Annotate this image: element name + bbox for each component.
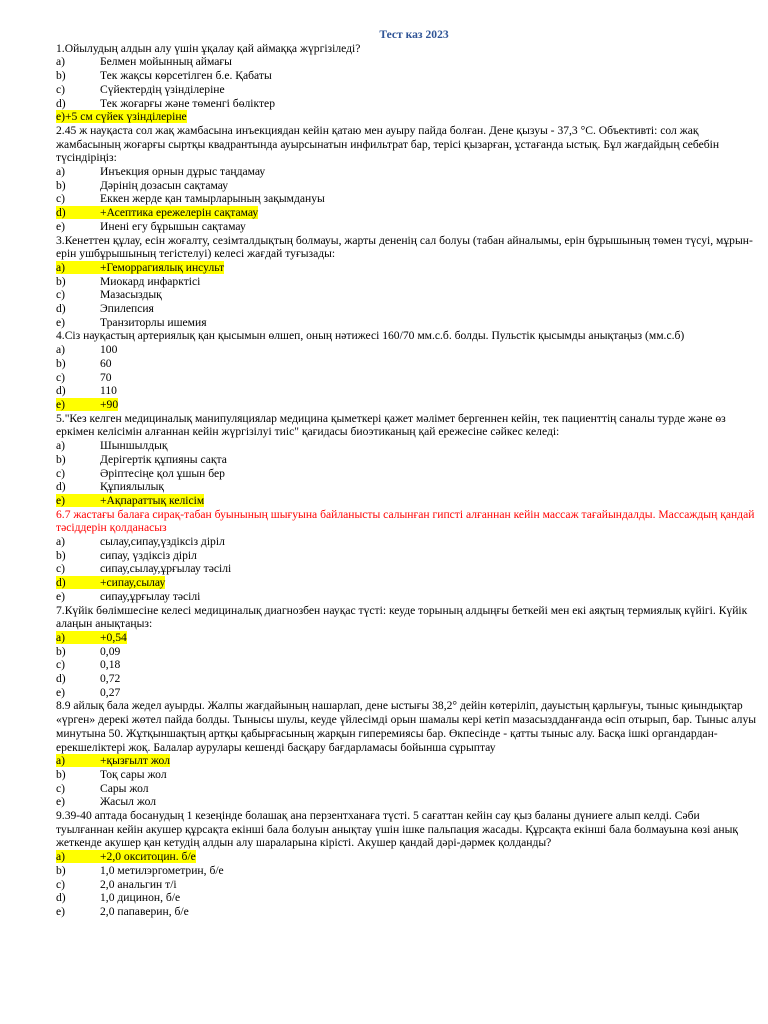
question-block xyxy=(56,699,758,809)
answer-option xyxy=(56,384,758,398)
option-letter: e) xyxy=(56,493,66,507)
option-wrap xyxy=(56,658,120,671)
option-wrap xyxy=(56,686,120,699)
option-wrap xyxy=(56,672,120,685)
option-text: +Ақпараттық келісім xyxy=(100,493,205,507)
option-wrap xyxy=(56,645,120,658)
option-text: Сары жол xyxy=(100,781,149,795)
answer-option xyxy=(56,658,758,672)
option-wrap xyxy=(56,384,117,397)
option-letter: d) xyxy=(56,672,66,686)
answer-option xyxy=(56,549,758,563)
option-text: Тоқ сары жол xyxy=(100,767,167,781)
answer-option-correct xyxy=(56,398,758,412)
option-wrap xyxy=(56,576,165,589)
option-wrap xyxy=(56,165,265,178)
option-letter: b) xyxy=(56,274,66,288)
option-letter: b) xyxy=(56,644,66,658)
option-letter: c) xyxy=(56,658,66,672)
option-wrap xyxy=(56,398,118,411)
option-letter: a) xyxy=(56,535,66,549)
option-wrap xyxy=(56,768,167,781)
option-letter: c) xyxy=(56,288,66,302)
answer-option xyxy=(56,55,758,69)
option-letter: b) xyxy=(56,863,66,877)
option-wrap xyxy=(56,357,112,370)
answer-option-correct xyxy=(56,206,758,220)
option-text: сипау,ұрғылау тәсілі xyxy=(100,589,201,603)
option-text: Миокард инфарктісі xyxy=(100,274,201,288)
option-letter: a) xyxy=(56,754,66,768)
answer-option xyxy=(56,83,758,97)
option-wrap xyxy=(56,220,246,233)
option-wrap xyxy=(56,850,196,863)
question-block xyxy=(56,234,758,330)
answer-option xyxy=(56,192,758,206)
question-block xyxy=(56,42,758,124)
answer-option-correct xyxy=(56,576,758,590)
option-text: 0,27 xyxy=(100,685,121,699)
option-text: 110 xyxy=(100,384,117,398)
option-text: 100 xyxy=(100,343,118,357)
option-letter: d) xyxy=(56,480,66,494)
answer-option xyxy=(56,165,758,179)
option-wrap xyxy=(56,480,164,493)
option-letter: c) xyxy=(56,781,66,795)
option-text: +90 xyxy=(100,397,119,411)
option-wrap xyxy=(56,97,275,110)
option-text: Транзиторлы ишемия xyxy=(100,315,207,329)
option-letter: c) xyxy=(56,877,66,891)
question-block xyxy=(56,604,758,700)
answer-option xyxy=(56,220,758,234)
option-text: сылау,сипау,үздіксіз діріл xyxy=(100,535,225,549)
option-letter: a) xyxy=(56,55,66,69)
question-block xyxy=(56,124,758,234)
answer-option xyxy=(56,316,758,330)
option-wrap xyxy=(56,261,224,274)
answer-option xyxy=(56,371,758,385)
option-text: 0,09 xyxy=(100,644,121,658)
question-text: 9.39-40 аптада босанудың 1 кезеңінде болашақ ана перзентханаға түсті. 5 сағаттан кейін сау қыз баланы дүниеге алып келді. Сәби туылғаннан кейін акушер құрсақта екінші бала болуын анықтау үшін ішке пальпация жасады. Құрсақта екінші бала болмауына көзі анық жеткенде акушер қан кетудің алдын алу шараларына кірісті. Акушер қандай дәрі-дәрмек қолданды? xyxy=(56,809,738,850)
option-wrap xyxy=(56,494,204,507)
option-wrap xyxy=(56,782,149,795)
option-letter: d) xyxy=(56,891,66,905)
option-text: 1,0 метилэргометрин, б/е xyxy=(100,863,224,877)
option-letter: a) xyxy=(56,343,66,357)
option-letter: c) xyxy=(56,466,66,480)
option-text: +2,0 окситоцин. б/е xyxy=(100,850,196,864)
option-text: Тек жақсы көрсетілген б.е. Қабаты xyxy=(100,69,272,83)
question-text: 2.45 ж науқаста сол жақ жамбасына инъекциядан кейін қатаю мен ауыру пайда болған. Дене қызуы - 37,3 °С. Объективті: сол жақ жамбасының жоғарғы сыртқы квадрантында ауырсынатын инфильтрат бар, терісі қызарған, ұстағанда ыстық. Бұл жағдайдың себебін түсіндіріңіз: xyxy=(56,123,720,165)
option-wrap xyxy=(56,864,224,877)
answer-option xyxy=(56,795,758,809)
option-text: 0,18 xyxy=(100,658,121,672)
option-wrap xyxy=(56,316,207,329)
answer-option xyxy=(56,590,758,604)
answer-option xyxy=(56,439,758,453)
option-letter: a) xyxy=(56,165,66,179)
answer-option xyxy=(56,864,758,878)
option-letter: c) xyxy=(56,192,66,206)
option-wrap xyxy=(56,905,189,918)
question-block xyxy=(56,508,758,604)
option-letter: c) xyxy=(56,82,66,96)
answer-option xyxy=(56,905,758,919)
answer-option xyxy=(56,302,758,316)
answer-option xyxy=(56,343,758,357)
option-wrap xyxy=(56,55,232,68)
option-text: Эпилепсия xyxy=(100,302,154,316)
option-text: Инені егу бұрышын сақтамау xyxy=(100,219,246,233)
option-text: Жасыл жол xyxy=(100,795,157,809)
option-letter: d) xyxy=(56,384,66,398)
question-text: 1.Ойылудың алдын алу үшін ұқалау қай аймаққа жүргізіледі? xyxy=(56,41,361,55)
option-text: +0,54 xyxy=(100,630,127,644)
option-letter: d) xyxy=(56,302,66,316)
option-text: +Асептика ережелерін сақтамау xyxy=(100,206,259,220)
option-letter: b) xyxy=(56,178,66,192)
option-text: +сипау,сылау xyxy=(100,576,166,590)
option-wrap xyxy=(56,590,200,603)
option-letter: e) xyxy=(56,315,66,329)
answer-option-correct xyxy=(56,631,758,645)
option-letter: e) xyxy=(56,589,66,603)
answer-option-correct xyxy=(56,754,758,768)
option-letter: b) xyxy=(56,548,66,562)
answer-option-correct xyxy=(56,261,758,275)
answer-option xyxy=(56,672,758,686)
option-wrap xyxy=(56,179,228,192)
option-wrap xyxy=(56,631,127,644)
answer-option xyxy=(56,562,758,576)
question-list xyxy=(56,42,758,919)
option-letter: b) xyxy=(56,69,66,83)
option-wrap xyxy=(56,83,225,96)
option-wrap xyxy=(56,754,170,767)
option-wrap xyxy=(56,549,197,562)
option-wrap xyxy=(56,795,156,808)
answer-option xyxy=(56,69,758,83)
option-letter: e) xyxy=(56,397,66,411)
option-text: +қызғылт жол xyxy=(100,754,170,768)
option-letter: a) xyxy=(56,850,66,864)
answer-option xyxy=(56,275,758,289)
option-text: 60 xyxy=(100,356,112,370)
option-text: Дәрінің дозасын сақтамау xyxy=(100,178,229,192)
answer-option-correct xyxy=(56,850,758,864)
option-text: Шыншылдық xyxy=(100,439,168,453)
answer-option xyxy=(56,891,758,905)
answer-option xyxy=(56,357,758,371)
option-wrap xyxy=(56,275,200,288)
option-letter: c) xyxy=(56,562,66,576)
question-block xyxy=(56,412,758,508)
answer-option xyxy=(56,97,758,111)
option-text: сипау, үздіксіз діріл xyxy=(100,548,197,562)
option-text: 2,0 анальгин т/і xyxy=(100,877,177,891)
answer-option xyxy=(56,686,758,700)
option-text: Әріптесіңе қол ұшын бер xyxy=(100,466,225,480)
question-block xyxy=(56,329,758,411)
option-wrap xyxy=(56,562,231,575)
option-wrap xyxy=(56,891,180,904)
answer-option xyxy=(56,768,758,782)
option-letter: e) xyxy=(56,685,66,699)
option-wrap xyxy=(56,439,168,452)
question-text: 3.Кенеттен құлау, есін жоғалту, сезімталдықтың болмауы, жарты дененің сал болуы (табан айналымы, ерін бұрышының төмен түсуі, мұрын-ерін ушбұрышының тегістелуі) келесі жағдай туғызады: xyxy=(56,233,753,261)
option-wrap xyxy=(56,535,225,548)
option-letter: a) xyxy=(56,630,66,644)
option-text: +Геморрагиялық инсульт xyxy=(100,260,225,274)
option-text: 70 xyxy=(100,370,112,384)
option-wrap xyxy=(56,69,272,82)
option-text: Құпиялылық xyxy=(100,480,165,494)
option-wrap xyxy=(56,343,117,356)
answer-option xyxy=(56,467,758,481)
option-letter: b) xyxy=(56,452,66,466)
option-letter: e) xyxy=(56,795,66,809)
option-wrap xyxy=(56,467,225,480)
answer-option xyxy=(56,782,758,796)
option-text: 0,72 xyxy=(100,672,121,686)
answer-option xyxy=(56,535,758,549)
answer-option xyxy=(56,288,758,302)
option-letter: b) xyxy=(56,356,66,370)
option-letter: e) xyxy=(56,219,66,233)
question-text: 7.Күйік бөлімшесіне келесі медициналық диагнозбен науқас түсті: кеуде торының алдыңғы беткейі мен екі аяқтың термиялық күйігі. Күйік алаңын анықтаңыз: xyxy=(56,603,748,631)
option-letter: b) xyxy=(56,767,66,781)
option-wrap xyxy=(56,878,177,891)
option-letter: d) xyxy=(56,96,66,110)
answer-option-correct xyxy=(56,110,758,124)
option-letter: c) xyxy=(56,370,66,384)
option-wrap xyxy=(56,453,227,466)
question-text: 8.9 айлық бала жедел ауырды. Жалпы жағдайының нашарлап, дене ыстығы 38,2° дейін көтеріліп, дауыстың қарлығуы, тыныс қиындықтар «үрген» дерекі жөтел пайда болды. Тынысы шулы, кеуде үйлесімді орын шамалы кері кетіп мазасыздданғанда өсіп отырып, бар. Тыныс алуы минутына 50. Жұтқыншақтың артқы қабырғасының жарқын гиперемиясы бар. Өкпесінде - қатты тыныс алу. Басқа ішкі органдардан- ерекшеліктері жоқ. Балалар аурулары кешенді басқару бағдарламасы бойынша сұрыптау xyxy=(56,699,757,754)
option-letter: a) xyxy=(56,439,66,453)
option-wrap xyxy=(56,206,258,219)
question-text: 5."Кез келген медициналық манипуляциялар медицина қыметкері қажет мәлімет бергеннен кейін, тек пациенттің саналы турде және өз еркімен келісімін алғаннан кейін жүргізілуі тиіс" қағидасы биоэтиканың қай ережесіне сәйкес келеді: xyxy=(56,411,726,439)
document-title: Тест каз 2023 xyxy=(379,28,449,41)
option-text: 2,0 папаверин, б/е xyxy=(100,905,189,918)
option-wrap xyxy=(56,371,112,384)
option-text: Еккен жерде қан тамырларының зақымдануы xyxy=(100,192,325,206)
option-text: Мазасыздық xyxy=(100,288,162,302)
answer-option xyxy=(56,878,758,892)
option-text: сипау,сылау,ұрғылау тәсілі xyxy=(100,562,232,576)
option-letter: d) xyxy=(56,576,66,590)
answer-option xyxy=(56,179,758,193)
question-text: 4.Сіз науқастың артериялық қан қысымын өлшеп, оның нәтижесі 160/70 мм.с.б. болды. Пульстік қысымды анықтаңыз (мм.с.б) xyxy=(56,329,685,343)
question-text: 6.7 жастағы балаға сирақ-табан буынының шығуына байланысты салынған гипсті алғаннан кейін массаж тағайындалды. Массаждың қандай тәсіддерін қолданасыз xyxy=(56,507,755,535)
option-text: e)+5 см сүйек үзінділеріне xyxy=(56,110,187,124)
answer-option xyxy=(56,480,758,494)
option-letter: d) xyxy=(56,206,66,220)
option-text: 1,0 дицинон, б/е xyxy=(100,891,181,905)
question-block xyxy=(56,809,758,919)
option-letter: e) xyxy=(56,905,66,918)
option-text: Тек жоғарғы және төменгі бөліктер xyxy=(100,96,275,110)
answer-option xyxy=(56,453,758,467)
option-text: Инъекция орнын дұрыс таңдамау xyxy=(100,165,266,179)
option-text: Дерігертік құпияны сақта xyxy=(100,452,227,466)
answer-option xyxy=(56,645,758,659)
option-text: Сүйектердің үзінділеріне xyxy=(100,82,225,96)
answer-option-correct xyxy=(56,494,758,508)
option-text: Белмен мойынның аймағы xyxy=(100,55,232,69)
option-wrap xyxy=(56,288,162,301)
option-letter: a) xyxy=(56,260,66,274)
option-wrap xyxy=(56,302,154,315)
option-wrap xyxy=(56,192,325,205)
